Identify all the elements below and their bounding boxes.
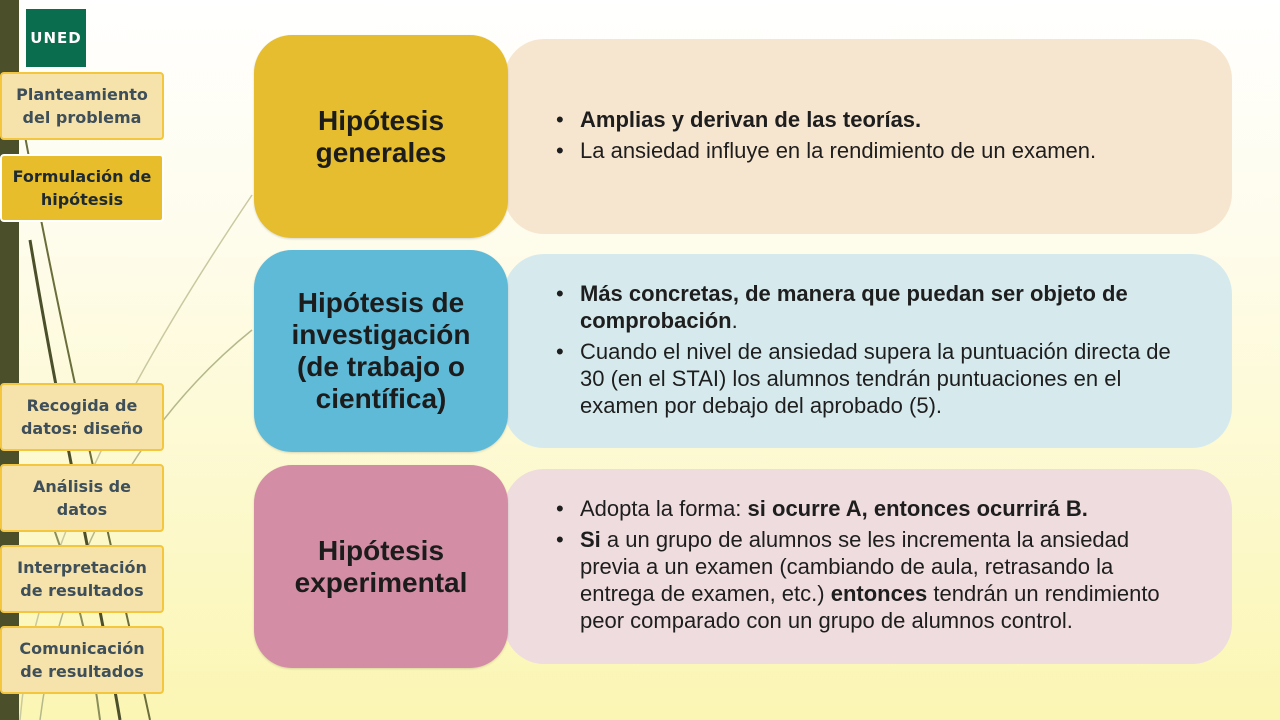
bullet-list [554, 495, 1192, 638]
bullet-list [554, 106, 1192, 168]
row-label: Hipótesis experimental [254, 465, 508, 668]
bullet-text: Amplias y derivan de las teorías. [580, 106, 922, 132]
bullet-list [554, 280, 1192, 423]
row-hipotesis-generales [254, 35, 1234, 238]
bullet-item [554, 338, 1192, 419]
nav-item-interpretacion[interactable] [0, 545, 164, 613]
nav-item-analisis[interactable] [0, 464, 164, 532]
bullet-text: entonces [830, 581, 928, 606]
bullet-item [554, 280, 1192, 334]
row-label: Hipótesis generales [254, 35, 508, 238]
nav-label: Planteamiento del problema [16, 85, 148, 127]
bullet-text: tendrán un rendimiento peor comparado con un grupo de alumnos control. [580, 581, 1160, 633]
bullet-text: a un grupo de alumnos se les incrementa la ansiedad previa a un examen (cambiando de aula, retrasando la entrega de examen, etc.) [580, 527, 1130, 606]
row-label: Hipótesis de investigación (de trabajo o científica) [254, 250, 508, 452]
row-hipotesis-investigacion [254, 250, 1234, 452]
nav-item-comunicacion[interactable] [0, 626, 164, 694]
bullet-item [554, 495, 1192, 522]
bullet-text: . [731, 307, 738, 333]
uned-logo: UNED [26, 9, 86, 67]
row-content [504, 254, 1232, 448]
bullet-text: Si [580, 527, 601, 552]
row-content [504, 469, 1232, 664]
row-content [504, 39, 1232, 234]
bullet-text: Más concretas, de manera que puedan ser objeto de comprobación [580, 280, 1128, 333]
nav-item-recogida[interactable] [0, 383, 164, 451]
bullet-text: Cuando el nivel de ansiedad supera la puntuación directa de 30 (en el STAI) los alumnos tendrán puntuaciones en el examen por debajo del aprobado (5). [580, 338, 1171, 418]
bullet-text: Adopta la forma: [580, 496, 748, 521]
nav-label: Formulación de hipótesis [12, 167, 152, 209]
bullet-item [554, 526, 1192, 634]
bullet-item [554, 137, 1192, 164]
nav-label: Análisis de datos [33, 477, 131, 519]
bullet-text: La ansiedad influye en la rendimiento de un examen. [580, 137, 1097, 163]
bullet-text: si ocurre A, entonces ocurrirá B. [747, 496, 1088, 521]
nav-label: Recogida de datos: diseño [20, 396, 144, 438]
row-hipotesis-experimental [254, 465, 1234, 668]
nav-item-formulacion[interactable] [0, 154, 164, 222]
nav-label: Interpretación de resultados [17, 558, 147, 600]
nav-item-planteamiento[interactable] [0, 72, 164, 140]
bullet-item [554, 106, 1192, 133]
nav-label: Comunicación de resultados [19, 639, 145, 681]
